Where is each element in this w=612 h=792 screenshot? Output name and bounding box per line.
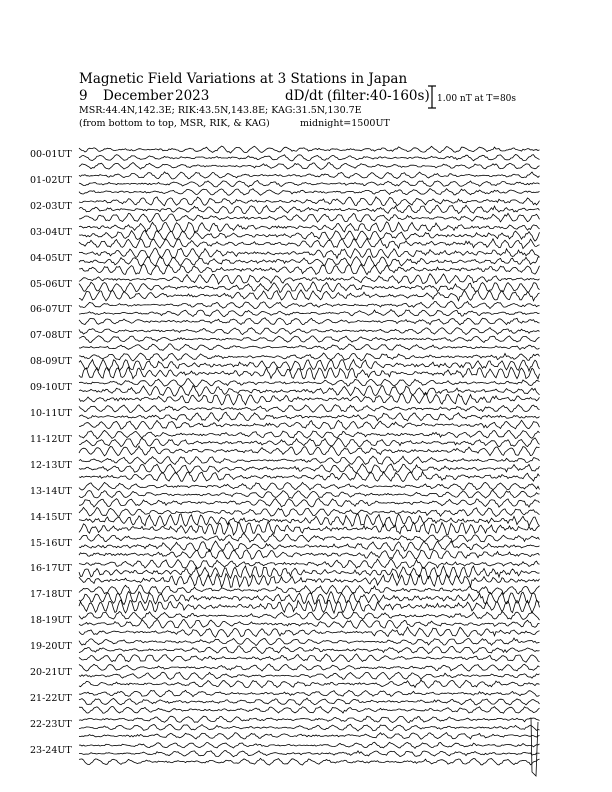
hour-label: 09-10UT (30, 382, 72, 394)
trace-kag-21-22ut (79, 690, 540, 697)
trace-rik-03-04ut (79, 230, 540, 241)
trace-kag-18-19ut (79, 612, 540, 621)
hour-label: 01-02UT (30, 174, 72, 186)
hour-label: 03-04UT (30, 226, 72, 238)
trace-rik-01-02ut (79, 180, 540, 187)
trace-msr-19-20ut (79, 654, 540, 662)
trace-msr-06-07ut (79, 318, 540, 325)
trace-kag-10-11ut (79, 405, 540, 413)
trace-msr-16-17ut (79, 574, 540, 588)
hour-label: 07-08UT (30, 330, 72, 342)
trace-group (79, 146, 540, 776)
date-month: December (103, 88, 174, 104)
midnight-note: midnight=1500UT (300, 118, 390, 129)
filter-label: (filter:40-160s) (327, 88, 430, 104)
trace-kag-14-15ut (79, 507, 540, 516)
trace-rik-16-17ut (79, 566, 540, 579)
trace-msr-08-09ut (79, 367, 540, 379)
hour-label: 19-20UT (30, 641, 72, 653)
trace-rik-05-06ut (79, 282, 540, 293)
hour-label: 22-23UT (30, 718, 72, 730)
hour-label: 18-19UT (30, 615, 72, 627)
trace-kag-11-12ut (79, 430, 540, 438)
trace-kag-22-23ut (79, 716, 540, 723)
order-note: (from bottom to top, MSR, RIK, & KAG) (79, 118, 270, 129)
trace-msr-11-12ut (79, 446, 540, 456)
hour-label: 05-06UT (30, 278, 72, 290)
trace-kag-04-05ut (79, 248, 540, 259)
hour-label: 10-11UT (30, 408, 72, 419)
hour-label: 23-24UT (30, 744, 72, 756)
trace-kag-05-06ut (79, 274, 540, 284)
trace-kag-00-01ut (79, 146, 540, 153)
trace-kag-06-07ut (79, 301, 540, 309)
hour-label: 12-13UT (30, 459, 72, 471)
quantity-label: dD/dt (285, 88, 324, 104)
trace-rik-11-12ut (79, 438, 540, 447)
trace-rik-00-01ut (79, 155, 540, 161)
trace-kag-16-17ut (79, 559, 540, 569)
trace-rik-23-24ut (79, 751, 540, 757)
trace-kag-03-04ut (79, 222, 540, 232)
chart-title: Magnetic Field Variations at 3 Stations in Japan (79, 71, 408, 87)
trace-rik-19-20ut (79, 646, 540, 654)
trace-msr-17-18ut (79, 600, 540, 614)
trace-kag-09-10ut (79, 379, 540, 387)
trace-kag-07-08ut (79, 328, 540, 335)
trace-rik-22-23ut (79, 724, 540, 731)
hour-label: 00-01UT (30, 149, 72, 160)
hour-label: 16-17UT (30, 563, 72, 575)
hour-label: 02-03UT (30, 200, 72, 212)
hour-label: 08-09UT (30, 356, 72, 368)
hour-label: 15-16UT (30, 537, 72, 549)
hour-label: 20-21UT (30, 667, 72, 678)
trace-rik-04-05ut (79, 256, 540, 266)
hour-label: 21-22UT (30, 692, 72, 704)
trace-rik-18-19ut (79, 619, 540, 628)
trace-msr-18-19ut (79, 627, 540, 637)
trace-msr-12-13ut (79, 472, 540, 482)
trace-msr-04-05ut (79, 264, 540, 275)
trace-msr-22-23ut (79, 733, 540, 740)
hour-label: 11-12UT (30, 433, 72, 445)
trace-msr-02-03ut (79, 213, 540, 222)
trace-msr-03-04ut (79, 238, 540, 248)
trace-kag-12-13ut (79, 456, 540, 464)
trace-rik-06-07ut (79, 310, 540, 317)
trace-msr-15-16ut (79, 549, 540, 559)
trace-kag-23-24ut (79, 742, 540, 748)
trace-msr-23-24ut (79, 758, 540, 765)
hour-label: 06-07UT (30, 304, 72, 316)
trace-kag-08-09ut (79, 353, 540, 361)
trace-kag-13-14ut (79, 482, 540, 490)
trace-rik-13-14ut (79, 491, 540, 499)
trace-msr-05-06ut (79, 290, 540, 301)
trace-msr-14-15ut (79, 522, 540, 535)
hour-label: 17-18UT (30, 589, 72, 601)
trace-rik-12-13ut (79, 464, 540, 474)
hour-label: 04-05UT (30, 252, 72, 264)
trace-rik-02-03ut (79, 205, 540, 214)
trace-kag-19-20ut (79, 638, 540, 646)
scale-bar (428, 86, 436, 108)
trace-kag-02-03ut (79, 197, 540, 206)
trace-msr-00-01ut (79, 163, 540, 170)
trace-msr-09-10ut (79, 394, 540, 405)
stations-line: MSR:44.4N,142.3E; RIK:43.5N,143.8E; KAG:31.5N,130.7E (79, 105, 362, 116)
date-day: 9 (79, 88, 88, 104)
trace-msr-10-11ut (79, 420, 540, 429)
hour-label: 13-14UT (30, 485, 72, 497)
date-year: 2023 (175, 88, 210, 104)
trace-rik-20-21ut (79, 672, 540, 679)
trace-kag-20-21ut (79, 664, 540, 671)
trace-rik-10-11ut (79, 412, 540, 421)
trace-rik-21-22ut (79, 698, 540, 705)
trace-rik-07-08ut (79, 336, 540, 343)
hour-label: 14-15UT (30, 511, 72, 523)
trace-msr-13-14ut (79, 499, 540, 508)
trace-msr-20-21ut (79, 680, 540, 688)
trace-msr-07-08ut (79, 344, 540, 351)
trace-msr-21-22ut (79, 706, 540, 713)
trace-rik-15-16ut (79, 541, 540, 552)
trace-msr-01-02ut (79, 189, 540, 196)
trace-kag-01-02ut (79, 172, 540, 179)
scale-bar-label: 1.00 nT at T=80s (437, 94, 517, 104)
trace-kag-15-16ut (79, 534, 540, 543)
trace-rik-08-09ut (79, 359, 540, 371)
